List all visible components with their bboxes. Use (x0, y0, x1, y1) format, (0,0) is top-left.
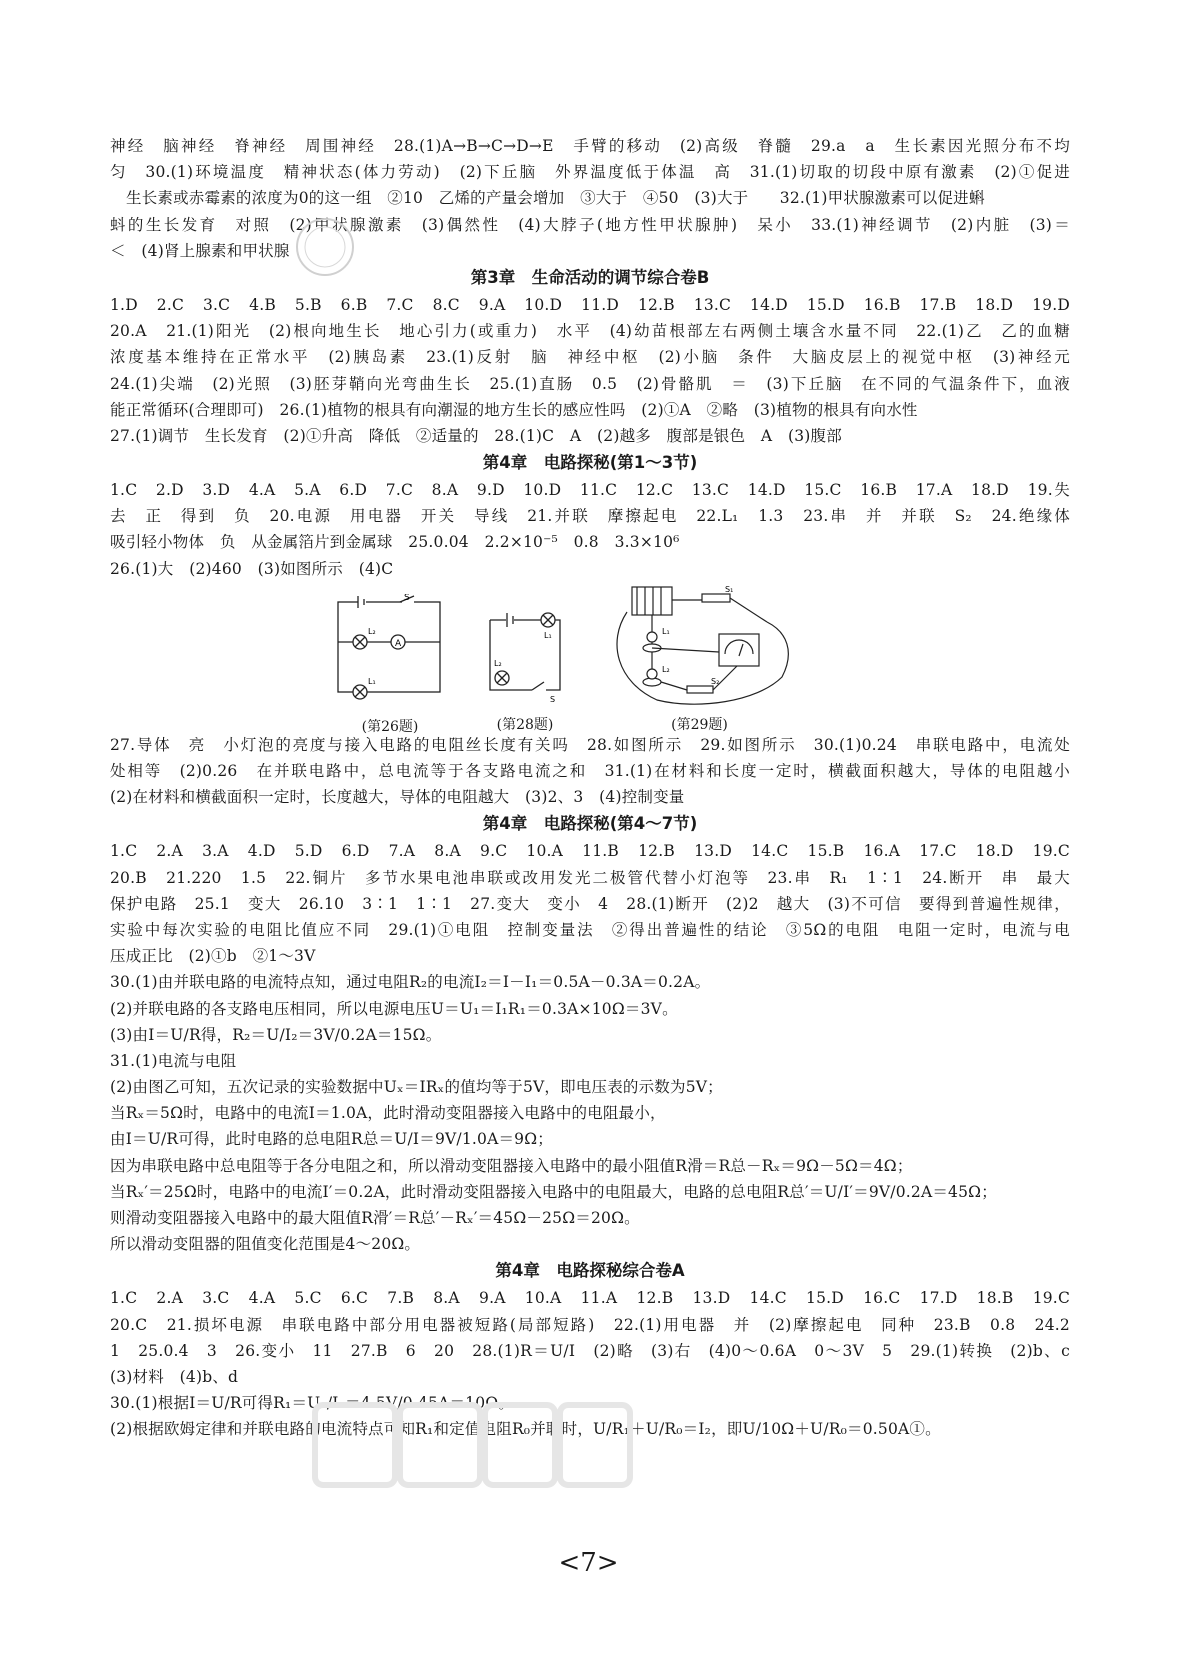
page-number: <7> (558, 1548, 619, 1578)
section-continuation (110, 133, 1070, 264)
section-title: 第4章 电路探秘综合卷A (495, 1261, 685, 1281)
text-line: 1.D 2.C 3.C 4.B 5.B 6.B 7.C 8.C 9.A 10.D 11.D 12.B 13.C 14.D 15.D 16.B 17.B 18.D 19.D (110, 295, 1070, 314)
text-line: (3)材料 (4)b、d (110, 1367, 239, 1386)
svg-text:L₂: L₂ (494, 658, 502, 668)
text-line: (2)由图乙可知，五次记录的实验数据中Uₓ＝IRₓ的值均等于5V，即电压表的示数为5V； (110, 1078, 723, 1097)
svg-text:L₁: L₁ (662, 626, 670, 636)
text-line: 26.(1)大 (2)460 (3)如图所示 (4)C (110, 559, 394, 578)
text-line: 当Rₓ＝5Ω时，电路中的电流I＝1.0A，此时滑动变阻器接入电路中的电阻最小， (110, 1104, 666, 1123)
text-line: 去 正 得到 负 20.电源 用电器 开关 导线 21.并联 摩擦起电 22.L₁ 1.3 23.串 并 并联 S₂ 24.绝缘体 (110, 507, 1070, 526)
section-ch4-review-a (110, 1257, 1070, 1442)
text-line: 20.C 21.损坏电源 串联电路中部分用电器被短路(局部短路) 22.(1)用电器 并 (2)摩擦起电 同种 23.B 0.8 24.2 (110, 1315, 1070, 1334)
figure-caption: (第29题) (671, 716, 728, 733)
circuit-diagram-26 (330, 594, 450, 712)
svg-text:S: S (404, 593, 410, 603)
circuit-diagram-29 (607, 582, 792, 710)
text-line: 能正常循环(合理即可) 26.(1)植物的根具有向潮湿的地方生长的感应性吗 (2)①A ②略 (3)植物的根具有向水性 (110, 400, 918, 419)
svg-text:L₂: L₂ (368, 626, 376, 636)
figure-caption: (第28题) (496, 716, 554, 733)
text-line: 27.(1)调节 生长发育 (2)①升高 降低 ②适量的 28.(1)C A (2)越多 腹部是银色 A (3)腹部 (110, 426, 842, 445)
text-line: 当Rₓ′＝25Ω时，电路中的电流I′＝0.2A，此时滑动变阻器接入电路中的电阻最大，电路的总电阻R总′＝U/I′＝9V/0.2A＝45Ω； (110, 1182, 997, 1201)
circuit-diagram-28 (480, 610, 570, 710)
text-line: (2)根据欧姆定律和并联电路的电流特点可知R₁和定值电阻R₀并联时，U/R₁＋U/R₀＝I₂，即U/10Ω＋U/R₀＝0.50A①。 (110, 1420, 941, 1439)
text-line: ＜ (4)肾上腺素和甲状腺 (110, 241, 290, 260)
figure-29 (607, 582, 792, 734)
answer-page (110, 133, 1070, 1443)
section-title: 第4章 电路探秘(第1～3节) (482, 453, 698, 473)
text-line: 因为串联电路中总电阻等于各分电阻之和，所以滑动变阻器接入电路中的最小阻值R滑＝R总－Rₓ＝9Ω－5Ω＝4Ω； (110, 1156, 913, 1175)
section-ch4-part2 (110, 810, 1070, 1257)
text-line: (2)并联电路的各支路电压相同，所以电源电压U＝U₁＝I₁R₁＝0.3A×10Ω＝3V。 (110, 999, 678, 1018)
section-title: 第3章 生命活动的调节综合卷B (470, 267, 710, 287)
text-line: 20.B 21.220 1.5 22.铜片 多节水果电池串联或改用发光二极管代替小灯泡等 23.串 R₁ 1∶1 24.断开 串 最大 (110, 868, 1070, 887)
svg-text:L₂: L₂ (662, 664, 670, 674)
text-line: 1 25.0.4 3 26.变小 11 27.B 6 20 28.(1)R＝U/I (2)略 (3)右 (4)0～0.6A 0～3V 5 29.(1)转换 (2)b、c (110, 1341, 1070, 1360)
section-title: 第4章 电路探秘(第4～7节) (482, 814, 698, 834)
text-line: 30.(1)由并联电路的电流特点知，通过电阻R₂的电流I₂＝I－I₁＝0.5A－0.3A＝0.2A。 (110, 973, 711, 992)
figure-caption: (第26题) (361, 718, 419, 735)
text-line: 24.(1)尖端 (2)光照 (3)胚芽鞘向光弯曲生长 25.(1)直肠 0.5 (2)骨骼肌 ＝ (3)下丘脑 在不同的气温条件下，血液 (110, 374, 1070, 393)
text-line: 20.A 21.(1)阳光 (2)根向地生长 地心引力(或重力) 水平 (4)幼苗根部左右两侧土壤含水量不同 22.(1)乙 乙的血糖 (110, 322, 1070, 341)
circuit-figures (110, 582, 1070, 735)
figure-26 (330, 594, 450, 736)
text-line: 由I＝U/R可得，此时电路的总电阻R总＝U/I＝9V/1.0A＝9Ω； (110, 1130, 553, 1149)
text-line: 1.C 2.A 3.C 4.A 5.C 6.C 7.B 8.A 9.A 10.A 11.A 12.B 13.D 14.C 15.D 16.C 17.D 18.B 19.C (110, 1289, 1070, 1308)
svg-text:L₁: L₁ (368, 676, 376, 686)
text-line: 实验中每次实验的电阻比值应不同 29.(1)①电阻 控制变量法 ②得出普遍性的结论 ③5Ω的电阻 电阻一定时，电流与电 (110, 920, 1070, 939)
svg-text:S: S (550, 694, 556, 704)
text-line: 所以滑动变阻器的阻值变化范围是4～20Ω。 (110, 1235, 421, 1254)
text-line: 31.(1)电流与电阻 (110, 1051, 237, 1070)
text-line: 蚪的生长发育 对照 (2)甲状腺激素 (3)偶然性 (4)大脖子(地方性甲状腺肿) 呆小 33.(1)神经调节 (2)内脏 (3)＝ (110, 215, 1070, 234)
figure-28 (480, 610, 570, 734)
text-line: 神经 脑神经 脊神经 周围神经 28.(1)A→B→C→D→E 手臂的移动 (2)高级 脊髓 29.a a 生长素因光照分布不均 (110, 137, 1070, 155)
text-line: (3)由I＝U/R得，R₂＝U/I₂＝3V/0.2A＝15Ω。 (110, 1025, 442, 1044)
text-line: 压成正比 (2)①b ②1～3V (110, 947, 316, 966)
text-line: 保护电路 25.1 变大 26.10 3∶1 1∶1 27.变大 变小 4 28.(1)断开 (2)2 越大 (3)不可信 要得到普遍性规律， (110, 894, 1070, 913)
text-line: 1.C 2.A 3.A 4.D 5.D 6.D 7.A 8.A 9.C 10.A 11.B 12.B 13.D 14.C 15.B 16.A 17.C 18.D 19.C (110, 842, 1070, 861)
section-ch3-review-b (110, 264, 1070, 449)
text-line: (2)在材料和横截面积一定时，长度越大，导体的电阻越大 (3)2、3 (4)控制变量 (110, 788, 685, 807)
section-ch4-part1 (110, 449, 1070, 810)
text-line: 则滑动变阻器接入电路中的最大阻值R滑′＝R总′－Rₓ′＝45Ω－25Ω＝20Ω。 (110, 1209, 640, 1227)
text-line: 1.C 2.D 3.D 4.A 5.A 6.D 7.C 8.A 9.D 10.D 11.C 12.C 13.C 14.D 15.C 16.B 17.A 18.D 19.失 (110, 481, 1070, 500)
svg-text:S₁: S₁ (725, 584, 734, 594)
text-line: 浓度基本维持在正常水平 (2)胰岛素 23.(1)反射 脑 神经中枢 (2)小脑 条件 大脑皮层上的视觉中枢 (3)神经元 (110, 348, 1070, 367)
text-line: 吸引轻小物体 负 从金属箔片到金属球 25.0.04 2.2×10⁻⁵ 0.8 3.3×10⁶ (110, 533, 680, 552)
text-line: 27.导体 亮 小灯泡的亮度与接入电路的电阻丝长度有关吗 28.如图所示 29.如图所示 30.(1)0.24 串联电路中，电流处 (110, 735, 1070, 754)
svg-text:A: A (395, 638, 402, 649)
text-line: 生长素或赤霉素的浓度为0的这一组 ②10 乙烯的产量会增加 ③大于 ④50 (3)大于 32.(1)甲状腺激素可以促进蝌 (126, 189, 985, 208)
svg-text:S₂: S₂ (711, 676, 720, 686)
text-line: 30.(1)根据I＝U/R可得R₁＝U₁/I₁＝4.5V/0.45A＝10Ω。 (110, 1394, 515, 1413)
svg-text:L₁: L₁ (544, 630, 552, 640)
text-line: 处相等 (2)0.26 在并联电路中，总电流等于各支路电流之和 31.(1)在材料和长度一定时，横截面积越大，导体的电阻越小 (110, 762, 1070, 780)
text-line: 匀 30.(1)环境温度 精神状态(体力劳动) (2)下丘脑 外界温度低于体温 高 31.(1)切取的切段中原有激素 (2)①促进 (110, 163, 1070, 182)
